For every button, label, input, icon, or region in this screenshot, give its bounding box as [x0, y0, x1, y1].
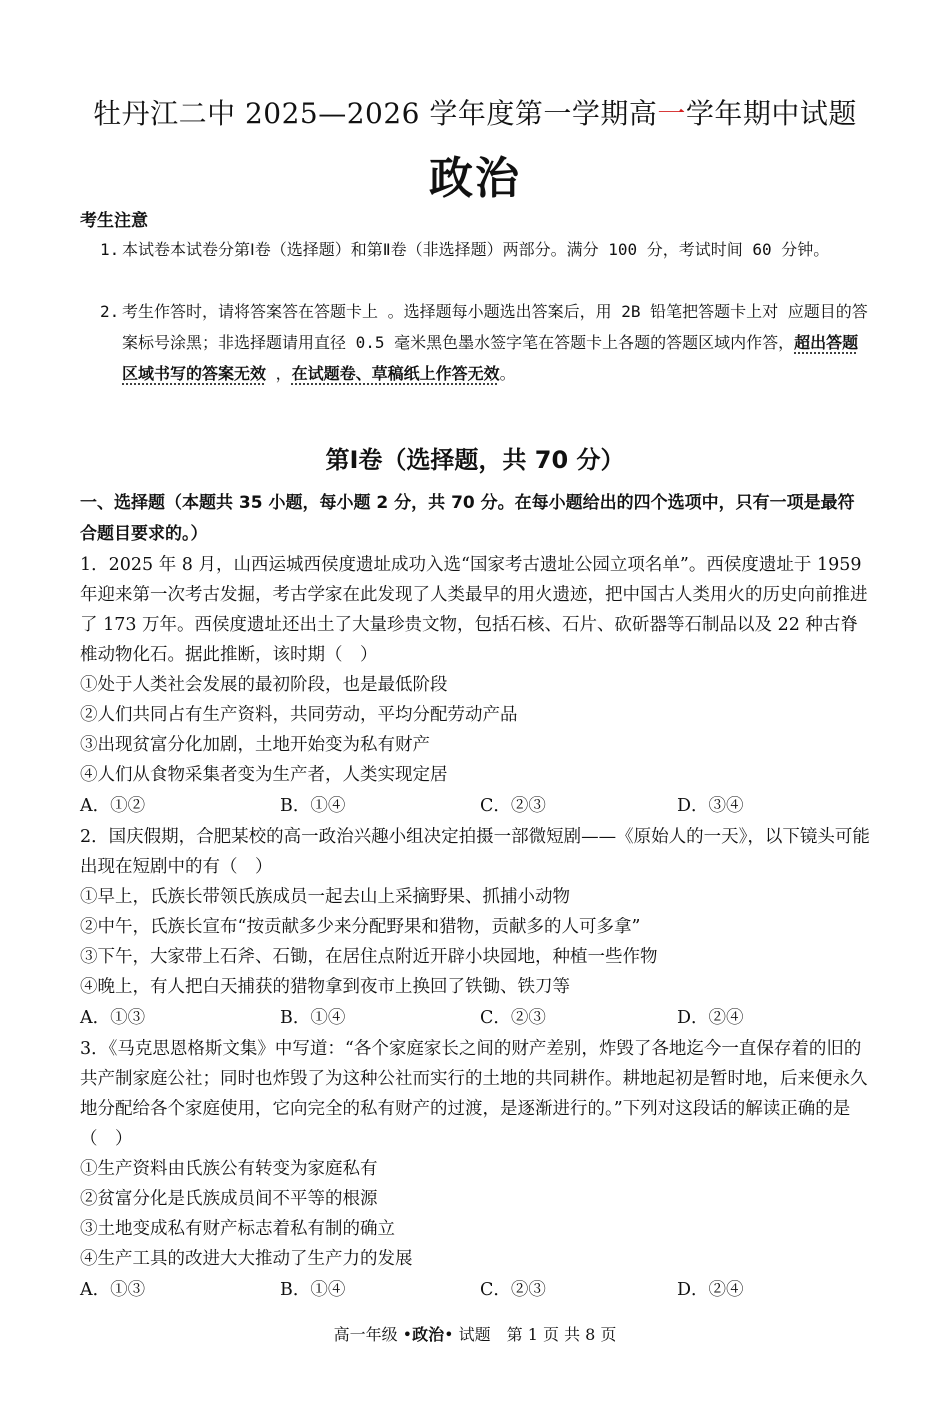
question-item: ③出现贫富分化加剧，土地开始变为私有财产 [80, 735, 430, 755]
question-item: ④晚上，有人把白天捕获的猎物拿到夜市上换回了铁锄、铁刀等 [80, 977, 570, 997]
emphasis-text: 在试题卷、草稿纸上作答无效 [291, 364, 500, 383]
option-d[interactable]: D．②④ [677, 1008, 744, 1028]
question-item: ①生产资料由氏族公有转变为家庭私有 [80, 1159, 378, 1179]
question-item: ②中午，氏族长宣布“按贡献多少来分配野果和猎物，贡献多的人可多拿” [80, 917, 641, 937]
question-item: ③下午，大家带上石斧、石锄，在居住点附近开辟小块园地，种植一些作物 [80, 947, 658, 967]
option-c[interactable]: C．②③ [480, 1280, 546, 1300]
question-item: ①处于人类社会发展的最初阶段，也是最低阶段 [80, 675, 448, 695]
subject-title: 政治 [429, 153, 521, 204]
question-2 [80, 822, 870, 1002]
notice-item-2: 2. 考生作答时，请将答案答在答题卡上 。选择题每小题选出答案后，用 2B 铅笔把答题卡上对 应题目的答案标号涂黑；非选择题请用直径 0.5 毫米黑色墨水签字笔在答题卡上各题的答题区域内作答，超出答题区域书写的答案无效 ，在试题卷、草稿纸上作答无效。 [100, 302, 868, 383]
question-stem: 3．《马克思恩格斯文集》中写道：“各个家庭家长之间的财产差别，炸毁了各地迄今一直保存着的旧的共产制家庭公社；同时也炸毁了为这种公社而实行的土地的共同耕作。耕地起初是暂时地，后来便永久地分配给各个家庭使用，它向完全的私有财产的过渡，是逐渐进行的。”下列对这段话的解读正确的是（ ） [80, 1039, 868, 1149]
question-1 [80, 550, 870, 790]
question-1-options [80, 792, 870, 822]
question-item: ②人们共同占有生产资料，共同劳动，平均分配劳动产品 [80, 705, 518, 725]
question-item: ②贫富分化是氏族成员间不平等的根源 [80, 1189, 378, 1209]
option-d[interactable]: D．③④ [677, 796, 744, 816]
section-title: 第Ⅰ卷（选择题，共 70 分） [325, 446, 625, 474]
option-b[interactable]: B．①④ [280, 1008, 346, 1028]
question-item: ①早上，氏族长带领氏族成员一起去山上采摘野果、抓捕小动物 [80, 887, 570, 907]
question-2-options [80, 1004, 870, 1034]
question-3-options [80, 1276, 870, 1306]
exam-title: 牡丹江二中 2025—2026 学年度第一学期高一学年期中试题 [93, 97, 857, 130]
option-c[interactable]: C．②③ [480, 796, 546, 816]
notice-item-1: 1. 本试卷本试卷分第Ⅰ卷（选择题）和第Ⅱ卷（非选择题）两部分。满分 100 分，考试时间 60 分钟。 [100, 240, 830, 259]
question-item: ④生产工具的改进大大推动了生产力的发展 [80, 1249, 413, 1269]
title-red-char: 一 [657, 97, 686, 130]
option-d[interactable]: D．②④ [677, 1280, 744, 1300]
notice-heading: 考生注意 [80, 211, 148, 231]
emphasis-text: 超出答题区域书写的答案无效 [122, 333, 859, 383]
page-footer: 高一年级 •政治• 试题 第 1 页 共 8 页 [333, 1325, 617, 1344]
option-a[interactable]: A．①③ [80, 1280, 146, 1300]
option-a[interactable]: A．①③ [80, 1008, 146, 1028]
option-a[interactable]: A．①② [80, 796, 146, 816]
option-b[interactable]: B．①④ [280, 796, 346, 816]
section-instruction: 一、选择题（本题共 35 小题，每小题 2 分，共 70 分。在每小题给出的四个选项中，只有一项是最符合题目要求的。） [80, 493, 855, 544]
question-item: ③土地变成私有财产标志着私有制的确立 [80, 1219, 395, 1239]
question-stem: 2．国庆假期，合肥某校的高一政治兴趣小组决定拍摄一部微短剧——《原始人的一天》，以下镜头可能出现在短剧中的有（ ） [80, 827, 870, 877]
question-item: ④人们从食物采集者变为生产者，人类实现定居 [80, 765, 448, 785]
option-c[interactable]: C．②③ [480, 1008, 546, 1028]
option-b[interactable]: B．①④ [280, 1280, 346, 1300]
question-3 [80, 1034, 870, 1274]
question-stem: 1．2025 年 8 月，山西运城西侯度遗址成功入选“国家考古遗址公园立项名单”。西侯度遗址于 1959 年迎来第一次考古发掘，考古学家在此发现了人类最早的用火遗迹，把中国古人类用火的历史向前推进了 173 万年。西侯度遗址还出土了大量珍贵文物，包括石核、石片、砍斫器等石制品以及 22 种古脊椎动物化石。据此推断，该时期（ ） [80, 555, 868, 665]
